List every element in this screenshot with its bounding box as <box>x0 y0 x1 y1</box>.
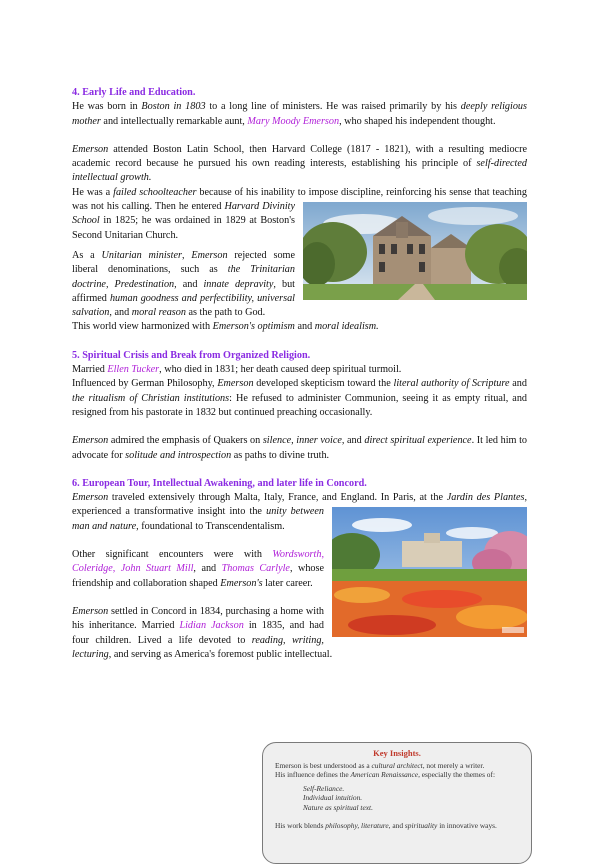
insight-item: Nature as spiritual text. <box>303 802 373 812</box>
s4-paragraph-1: He was born in Boston in 1803 to a long line of ministers. He was raised primarily by his deeply religious mother and intellectually remarkable aunt, Mary Moody Emerson, who shaped his independent thought. <box>72 101 527 127</box>
insight-item: Individual intuition. <box>303 793 363 803</box>
insight-line-2: His influence defines the American Renaissance, especially the themes of: <box>275 770 496 780</box>
section-5-heading: 5. Spiritual Crisis and Break from Organized Religion. <box>72 349 311 361</box>
s4-paragraph-2: Emerson attended Boston Latin School, then Harvard College (1817 - 1821), with a resulting mediocre academic record because he pursued his own reading interests, establishing his principle of self-directed intellectual growth. <box>72 143 527 184</box>
s5-paragraph-1: Married Ellen Tucker, who died in 1831; her death caused deep spiritual turmoil. <box>72 364 402 376</box>
s4-paragraph-3: He was a failed schoolteacher because of his inability to impose discipline, reinforcing his sense that teaching was not his calling. Then he entered Harvard Divinity School in 1825; he was ordained in 1829 at Boston's Second Unitarian Church. <box>72 186 527 243</box>
s5-paragraph-3: Emerson admired the emphasis of Quakers on silence, inner voice, and direct spiritual experience. It led him to advocate for solitude and introspection as paths to divine truth. <box>72 435 528 461</box>
key-insights-box <box>262 742 532 864</box>
key-insights-title: Key Insights. <box>373 748 421 758</box>
document-body <box>72 86 527 662</box>
jardin-des-plantes-photo <box>332 507 527 637</box>
insight-item: Self-Reliance. <box>303 783 345 793</box>
insight-line-1: Emerson is best understood as a cultural architect, not merely a writer. <box>275 760 485 770</box>
insight-line-3: His work blends philosophy, literature, and spirituality in innovative ways. <box>275 820 497 830</box>
harvard-divinity-school-photo <box>303 202 527 300</box>
s6-paragraph-3: Emerson settled in Concord in 1834, purchasing a home with his inheritance. Married Lidian Jackson in 1835, and had four children. Lived a life devoted to reading, writing, lecturing, and serving as America's foremost public intellectual. <box>72 605 333 660</box>
s5-paragraph-2: Influenced by German Philosophy, Emerson developed skepticism toward the literal authority of Scripture and the ritualism of Christian institutions: He refused to administer Communion, seeing it as empty ritual, and resigned from his pastorate in 1832 but continued preaching occasionally. <box>72 378 528 418</box>
s4-paragraph-4: As a Unitarian minister, Emerson rejected some liberal denominations, such as the Trinitarian doctrine, Predestination, and innate depravity, but affirmed human goodness and perfectibility, universal salvation, and moral reason as the path to God. <box>72 249 296 319</box>
s4-paragraph-5: This world view harmonized with Emerson's optimism and moral idealism. <box>72 321 379 333</box>
s6-paragraph-1: Emerson traveled extensively through Malta, Italy, France, and England. In Paris, at the Jardin des Plantes, experienced a transformative insight into the unity between man and nature, foundational to Transcendentalism. <box>72 491 527 534</box>
s6-paragraph-2: Other significant encounters were with Wordsworth, Coleridge, John Stuart Mill, and Thomas Carlyle, whose friendship and collaboration shaped Emerson's later career. <box>72 549 325 589</box>
section-4-heading: 4. Early Life and Education. <box>72 87 196 98</box>
section-6-heading: 6. European Tour, Intellectual Awakening, and later life in Concord. <box>72 477 367 489</box>
